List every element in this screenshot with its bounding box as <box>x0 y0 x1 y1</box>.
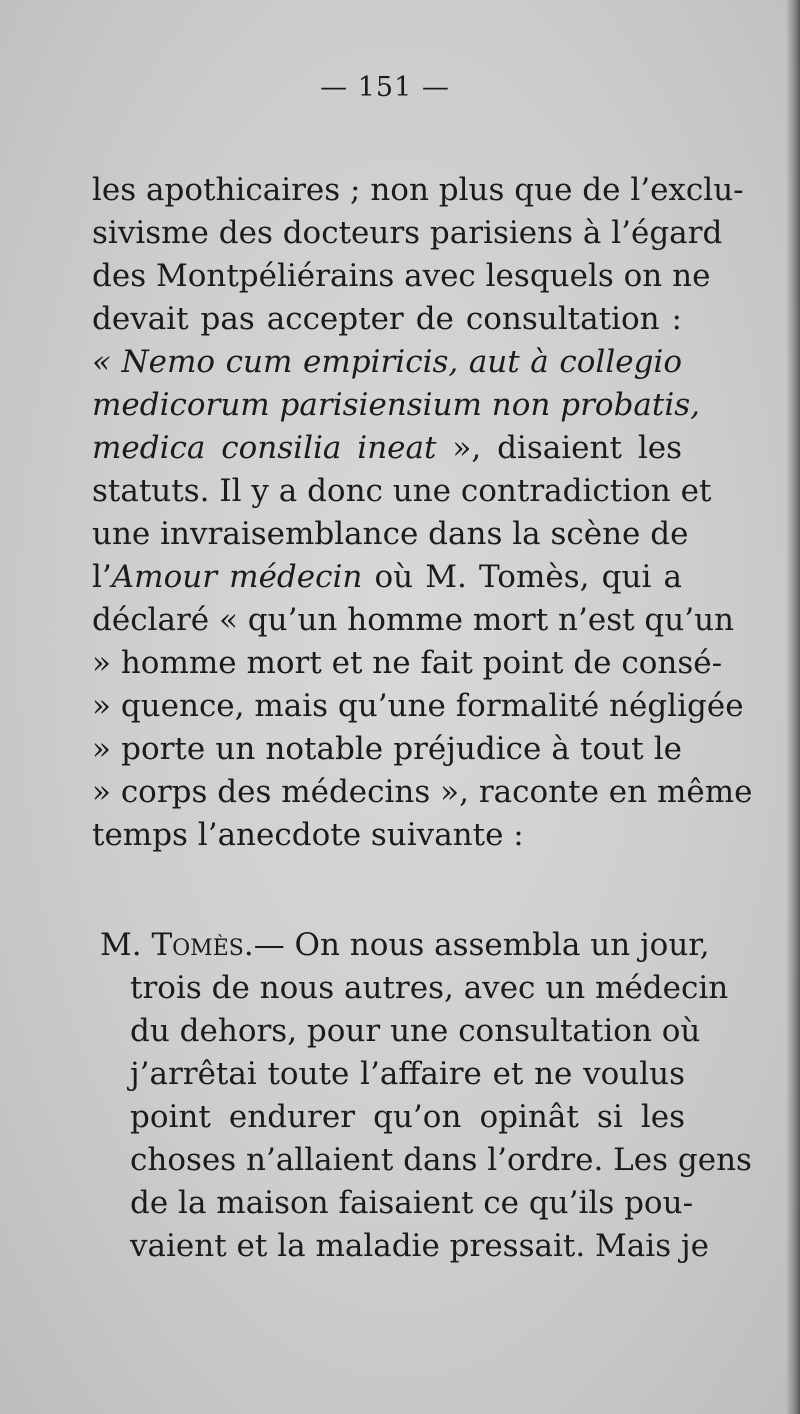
text-line: » homme mort et ne fait point de consé- <box>92 645 723 681</box>
latin-quote-end: medica consilia ineat <box>92 430 437 466</box>
text-line: déclaré « qu’un homme mort n’est qu’un <box>92 602 735 638</box>
text-line: » quence, mais qu’une formalité négligée <box>92 688 744 724</box>
dialogue-line: choses n’allaient dans l’ordre. Les gens <box>130 1142 752 1178</box>
speaker-name: M. Tomès. <box>100 927 254 963</box>
dialogue-line: j’arrêtai toute l’affaire et ne voulus <box>130 1056 685 1092</box>
text-line: » corps des médecins », raconte en même <box>92 774 753 810</box>
dialogue-line: vaient et la maladie pressait. Mais je <box>130 1228 709 1264</box>
dialogue-line: de la maison faisaient ce qu’ils pou- <box>130 1185 694 1221</box>
text-line: l’Amour médecin où M. Tomès, qui a <box>92 559 682 595</box>
text-line: temps l’anecdote suivante : <box>92 817 524 853</box>
dialogue-start: — On nous assembla un jour, <box>253 927 710 963</box>
latin-quote-line: medicorum parisiensium non probatis, <box>92 387 701 423</box>
work-title: Amour médecin <box>111 559 363 595</box>
text-line: medica consilia ineat », disaient les <box>92 430 682 466</box>
dialogue-line: point endurer qu’on opinât si les <box>130 1099 685 1135</box>
dialogue-line: trois de nous autres, avec un médecin <box>130 970 729 1006</box>
text-line: » porte un notable préjudice à tout le <box>92 731 682 767</box>
dialogue-speaker-line <box>100 925 710 965</box>
text-line: les apothicaires ; non plus que de l’exclu- <box>92 172 744 208</box>
dialogue-line: du dehors, pour une consultation où <box>130 1013 701 1049</box>
text-line: sivisme des docteurs parisiens à l’égard <box>92 215 723 251</box>
latin-quote-line: « Nemo cum empiricis, aut à collegio <box>92 344 682 380</box>
text-line: statuts. Il y a donc une contradiction et <box>92 473 712 509</box>
text-line: des Montpéliérains avec lesquels on ne <box>92 258 711 294</box>
text-line: une invraisemblance dans la scène de <box>92 516 689 552</box>
page-edge-shadow <box>786 0 800 1414</box>
page-number: — 151 — <box>320 72 450 103</box>
text-line: devait pas accepter de consultation : <box>92 301 682 337</box>
